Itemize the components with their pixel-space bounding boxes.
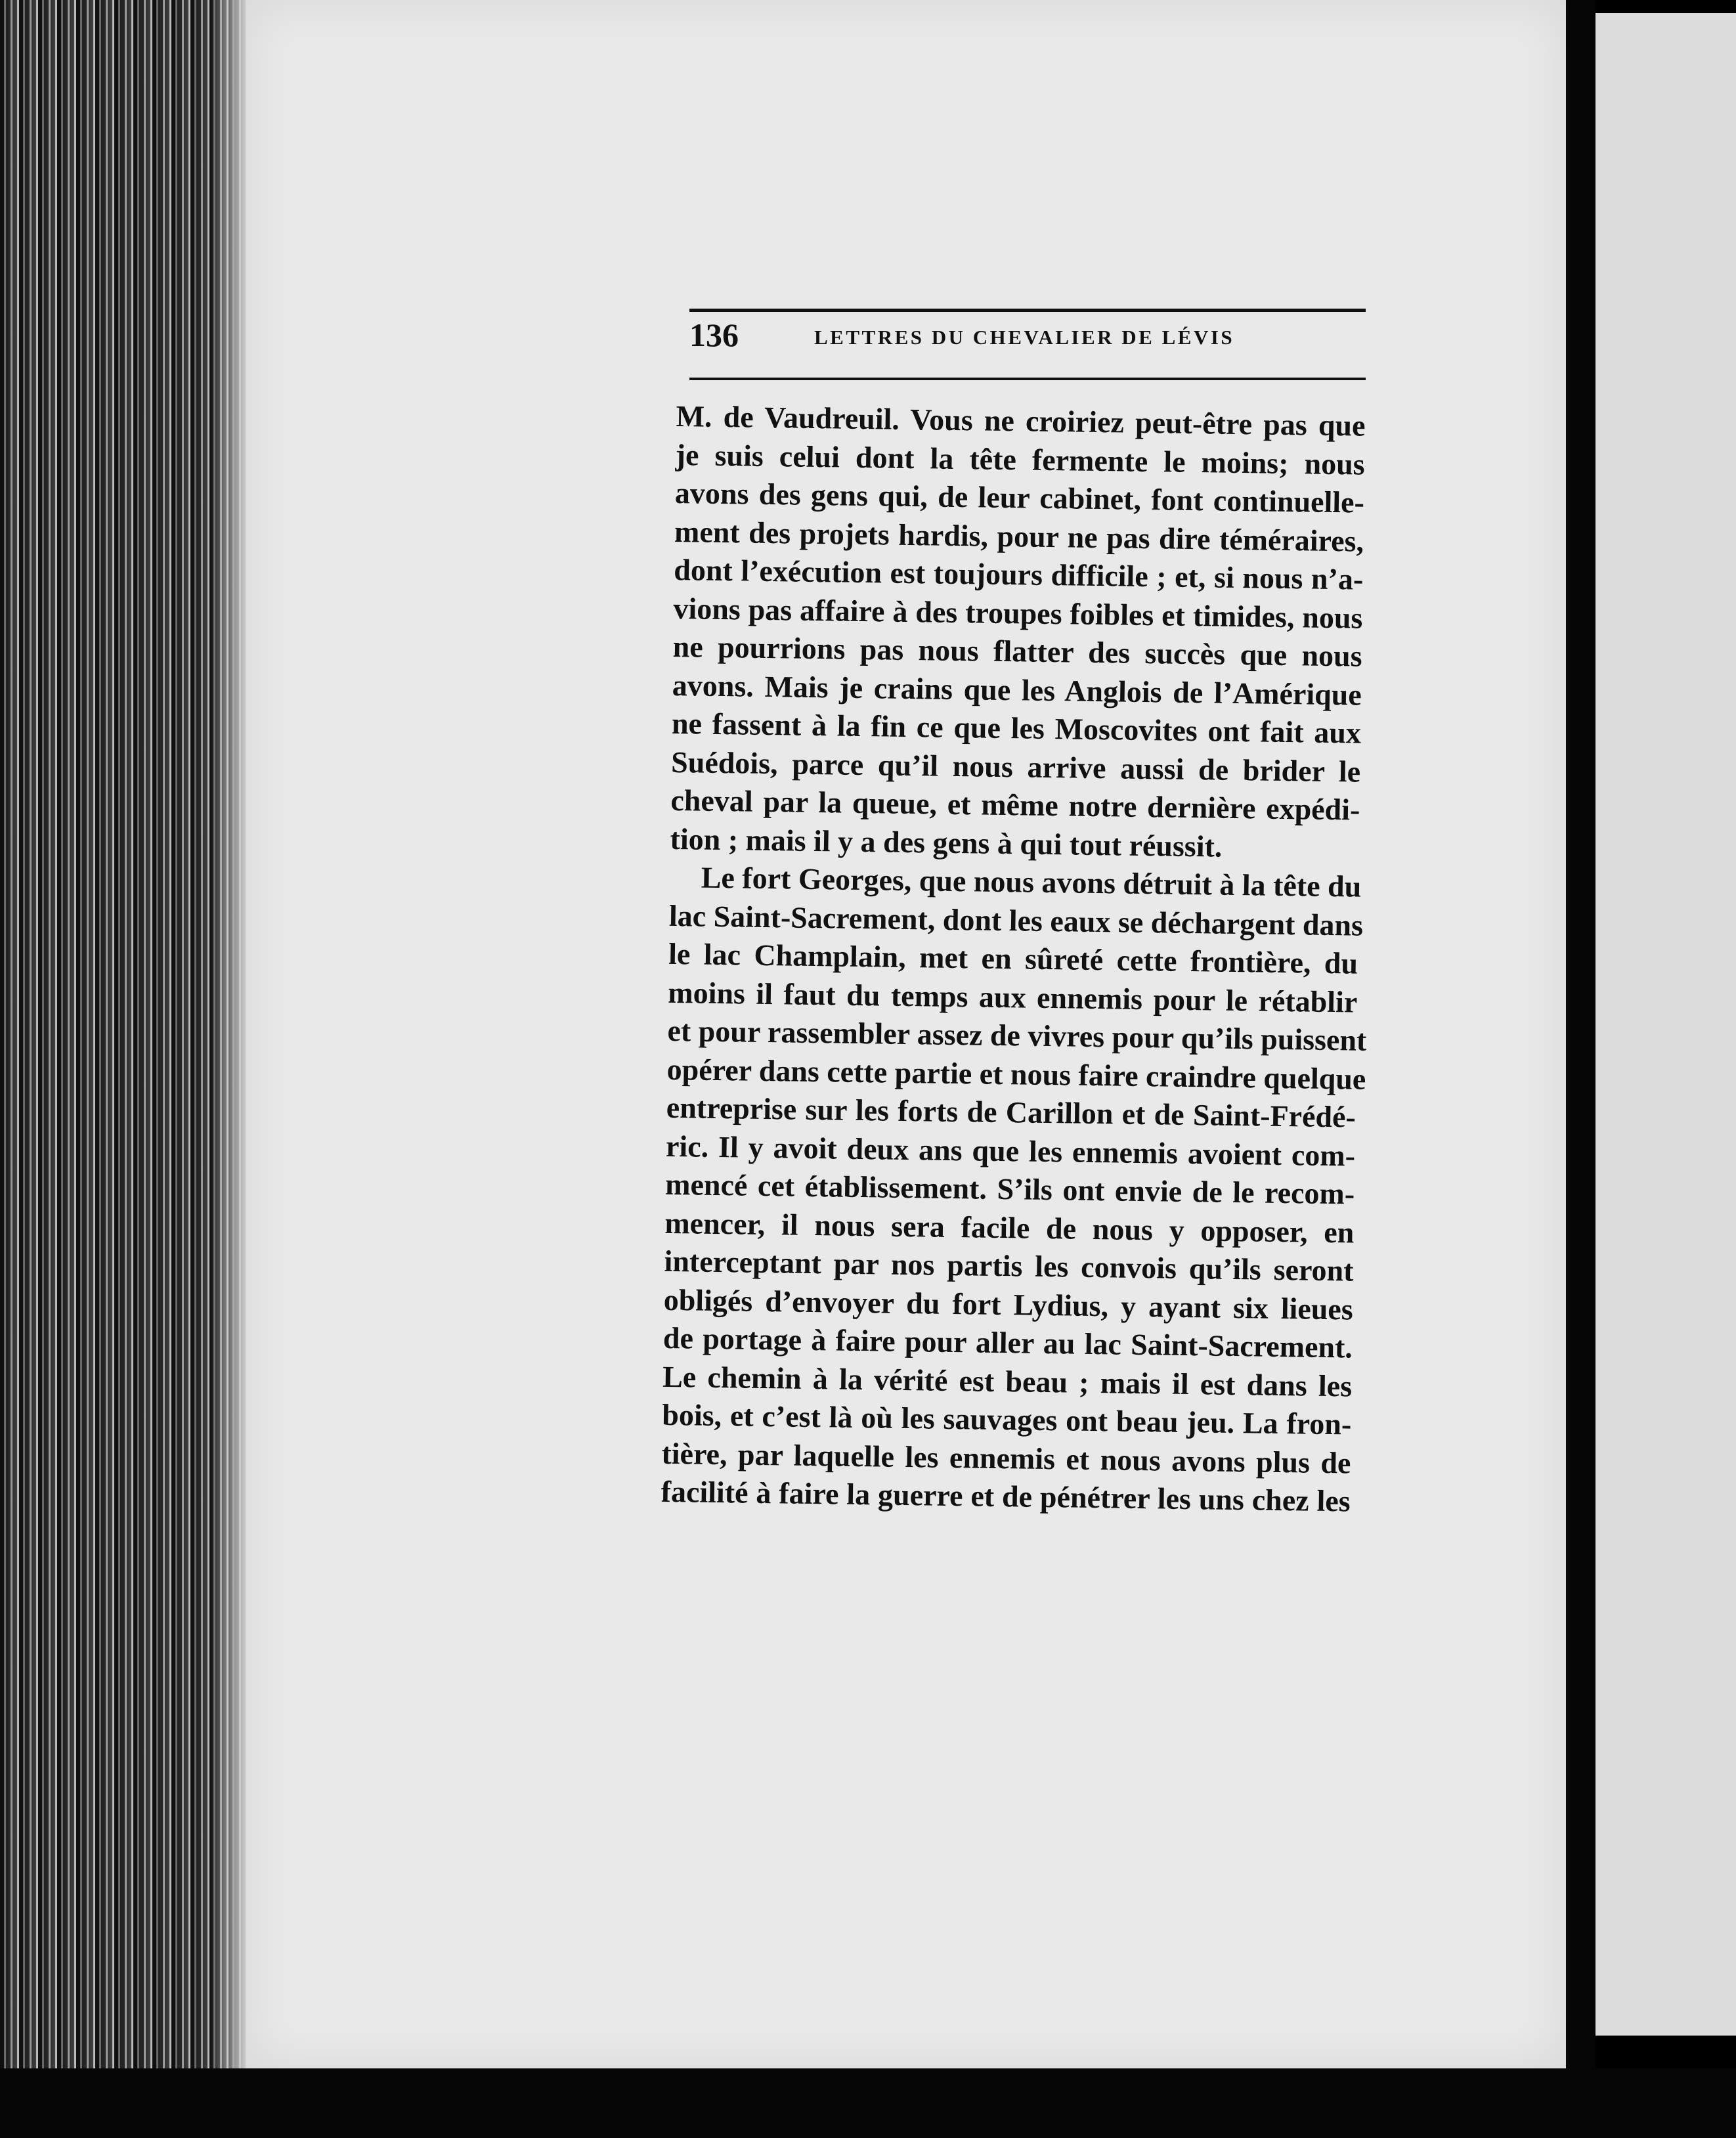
text-line: interceptant par nos partis les convois qu’ils seront (664, 1244, 1354, 1288)
text-line: mencer, il nous sera facile de nous y opposer, en (664, 1206, 1355, 1250)
paragraph (661, 858, 1367, 1521)
text-line: obligés d’envoyer du fort Lydius, y ayant six lieues (663, 1282, 1354, 1326)
text-line: cheval par la queue, et même notre dernière expédi- (670, 783, 1360, 827)
text-line: et pour rassembler assez de vivres pour qu’ils puissent (667, 1013, 1367, 1057)
text-line: ment des projets hardis, pour ne pas dire téméraires, (674, 514, 1364, 558)
running-head-bottom-rule (689, 378, 1366, 380)
running-head-title: LETTRES DU CHEVALIER DE LÉVIS (814, 326, 1235, 349)
text-line: vions pas affaire à des troupes foibles et timides, nous (673, 591, 1363, 635)
text-line: ric. Il y avoit deux ans que les ennemis avoient com- (665, 1129, 1356, 1173)
text-line: moins il faut du temps aux ennemis pour le rétablir (667, 975, 1358, 1019)
text-line: ne pourrions pas nous flatter des succès que nous (672, 629, 1362, 673)
adjacent-page-edge (1595, 13, 1736, 2036)
text-line: avons. Mais je crains que les Anglois de l’Amérique (672, 668, 1362, 712)
text-line: facilité à faire la guerre et de pénétrer les uns chez les (661, 1474, 1351, 1518)
text-line: Le chemin à la vérité est beau ; mais il est dans les (662, 1359, 1353, 1403)
book-page-edges (0, 0, 250, 2075)
scan-border (0, 2068, 1736, 2138)
text-line: Suédois, parce qu’il nous arrive aussi de brider le (670, 745, 1361, 789)
text-line: dont l’exécution est toujours difficile ; et, si nous n’a- (673, 552, 1364, 596)
text-line: entreprise sur les forts de Carillon et de Saint-Frédé- (666, 1090, 1356, 1134)
paragraph (670, 397, 1366, 868)
text-line: opérer dans cette partie et nous faire craindre quelque (666, 1052, 1366, 1096)
body-text (661, 397, 1366, 1521)
text-line: avons des gens qui, de leur cabinet, font continuelle- (674, 475, 1365, 519)
text-line: lac Saint-Sacrement, dont les eaux se déchargent dans (668, 898, 1364, 942)
text-line: mencé cet établissement. S’ils ont envie de le recom- (664, 1167, 1355, 1211)
text-line: Le fort Georges, que nous avons détruit à la tête du (701, 860, 1362, 904)
text-line: je suis celui dont la tête fermente le moins; nous (675, 437, 1366, 481)
text-line: M. de Vaudreuil. Vous ne croiriez peut-être pas que (676, 399, 1366, 443)
text-line: tion ; mais il y a des gens à qui tout réussit. (670, 821, 1223, 863)
book-gutter (1566, 0, 1595, 2138)
text-line: le lac Champlain, met en sûreté cette frontière, du (668, 936, 1358, 980)
running-head-top-rule (689, 309, 1366, 312)
text-line: de portage à faire pour aller au lac Saint-Sacrement. (662, 1320, 1353, 1364)
text-line: tière, par laquelle les ennemis et nous avons plus de (661, 1436, 1351, 1480)
text-line: ne fassent à la fin ce que les Moscovites ont fait aux (671, 706, 1362, 750)
page-number: 136 (689, 316, 739, 353)
text-line: bois, et c’est là où les sauvages ont beau jeu. La fron- (662, 1397, 1352, 1441)
running-head (689, 315, 1366, 368)
